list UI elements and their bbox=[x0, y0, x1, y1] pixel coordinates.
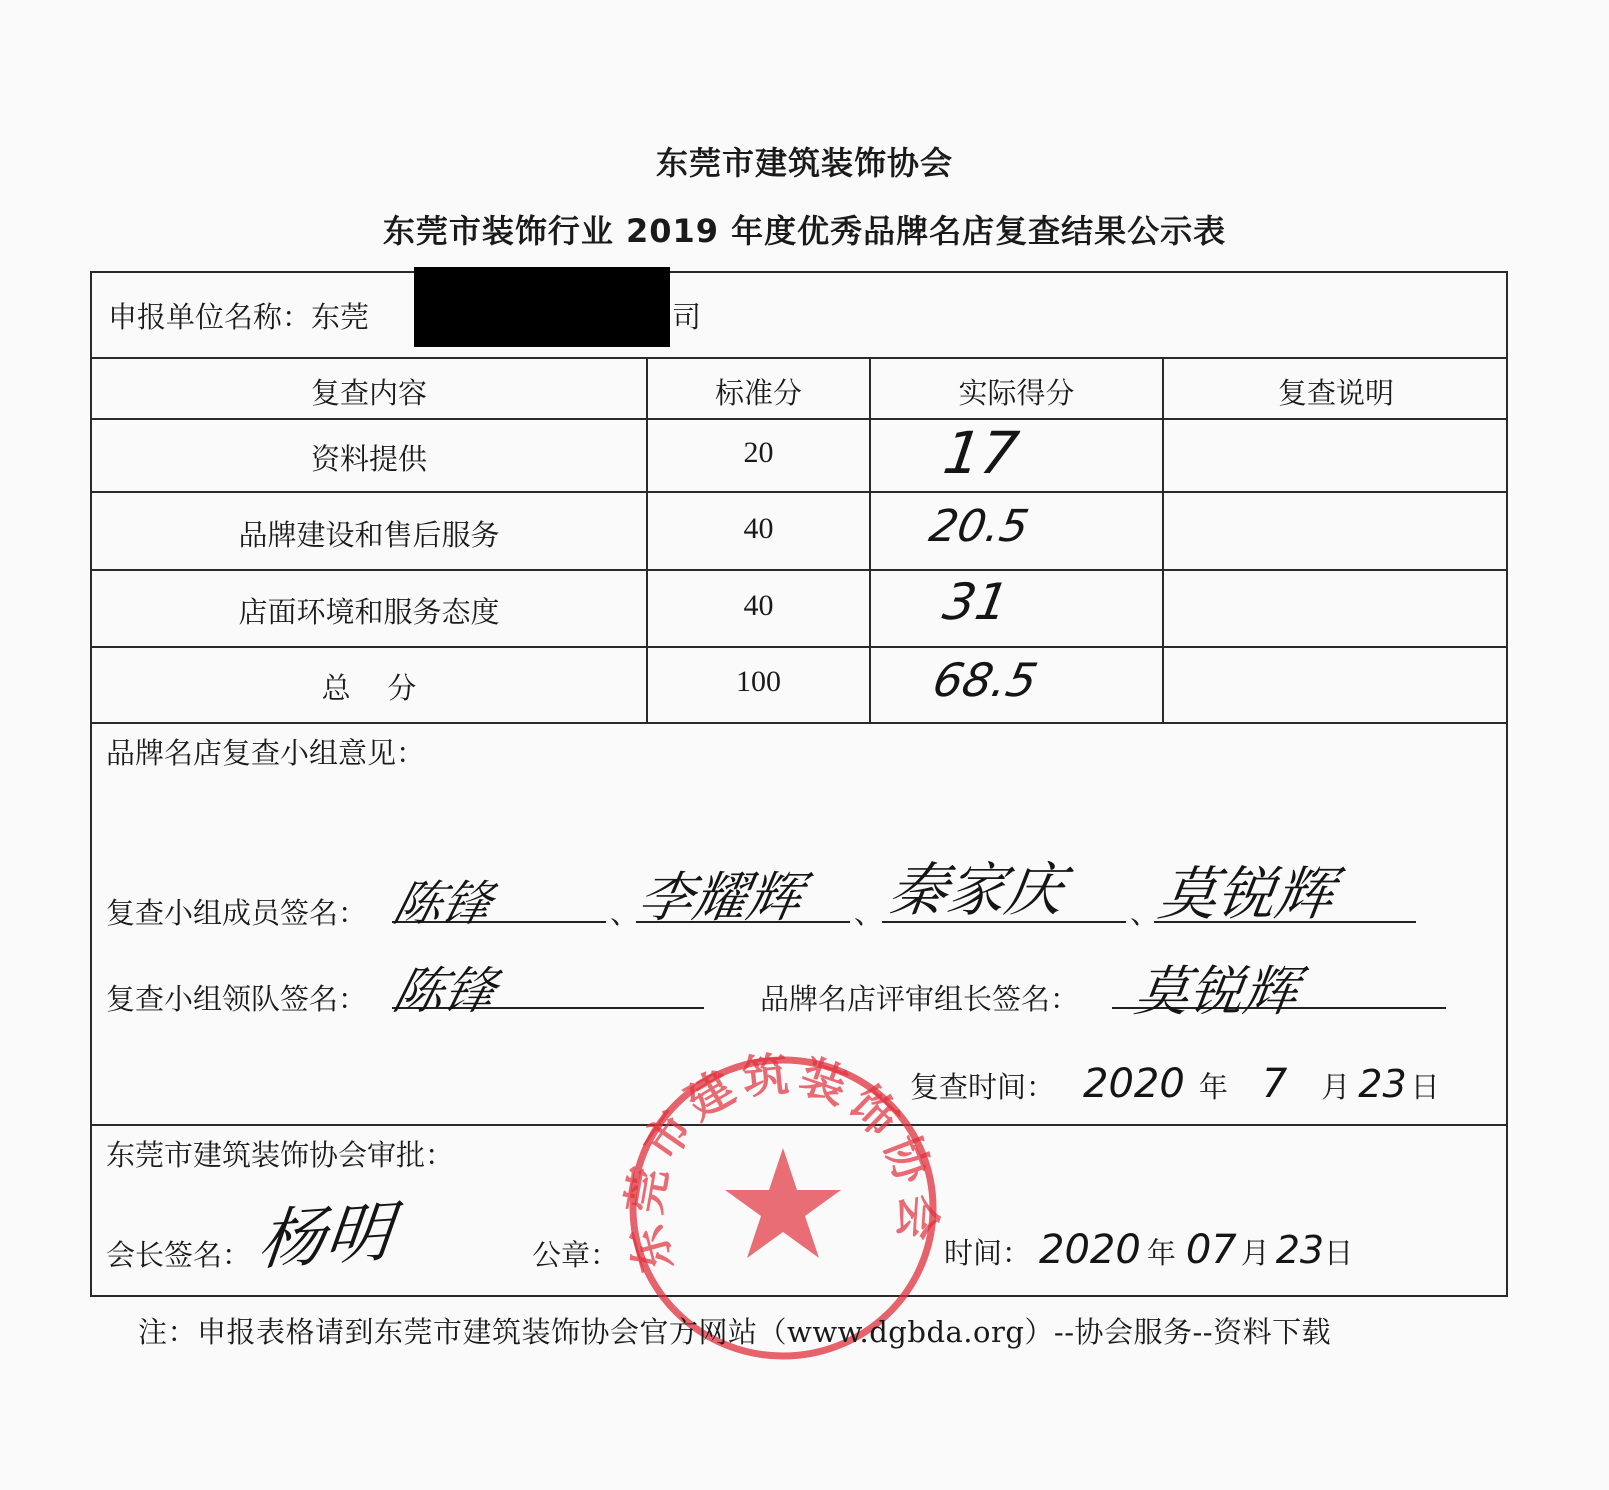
approval-day: 23 bbox=[1275, 1228, 1325, 1272]
opinion-label: 品牌名店复查小组意见： bbox=[106, 736, 426, 770]
members-label: 复查小组成员签名： bbox=[106, 896, 368, 930]
applicant-label: 申报单位名称： bbox=[108, 300, 312, 334]
approval-label: 东莞市建筑装饰协会审批： bbox=[106, 1138, 455, 1172]
table-row-actual: 20.5 bbox=[925, 501, 1033, 552]
table-row-standard: 40 bbox=[743, 512, 774, 545]
member-signature: 秦家庆 bbox=[884, 856, 1069, 924]
applicant-row bbox=[108, 295, 369, 336]
table-row-standard: 40 bbox=[743, 589, 774, 622]
approval-time bbox=[944, 1227, 1353, 1273]
approval-time-label: 时间： bbox=[944, 1236, 1032, 1270]
table-row-standard: 20 bbox=[743, 436, 774, 469]
member-signature: 李耀辉 bbox=[633, 866, 807, 929]
form-title: 东莞市装饰行业 2019 年度优秀品牌名店复查结果公示表 bbox=[382, 212, 1227, 250]
leader-label: 复查小组领队签名： bbox=[106, 982, 368, 1016]
header-note: 复查说明 bbox=[1277, 376, 1394, 410]
member-separator: 、 bbox=[1130, 896, 1160, 930]
header-actual: 实际得分 bbox=[958, 376, 1075, 410]
table-row-item: 店面环境和服务态度 bbox=[238, 595, 500, 629]
org-title: 东莞市建筑装饰协会 bbox=[655, 144, 953, 182]
seal-label: 公章： bbox=[532, 1238, 620, 1272]
review-year: 2020 bbox=[1083, 1061, 1185, 1107]
review-day: 23 bbox=[1358, 1062, 1407, 1106]
redaction-block bbox=[414, 267, 670, 347]
applicant-name-suffix: 司 bbox=[672, 300, 702, 334]
leader-signature: 陈锋 bbox=[387, 962, 503, 1020]
review-month: 7 bbox=[1261, 1061, 1288, 1107]
day-char: 日 bbox=[1324, 1236, 1354, 1270]
table-row-actual: 31 bbox=[938, 573, 1013, 631]
chief-label: 品牌名店评审组长签名： bbox=[760, 982, 1080, 1016]
member-signature: 莫锐辉 bbox=[1154, 860, 1339, 928]
day-char: 日 bbox=[1410, 1070, 1440, 1104]
member-separator: 、 bbox=[610, 896, 640, 930]
header-standard: 标准分 bbox=[714, 376, 802, 410]
table-row-actual: 17 bbox=[939, 419, 1023, 487]
table-row-actual: 68.5 bbox=[928, 653, 1043, 707]
member-signature: 陈锋 bbox=[387, 876, 498, 932]
chief-signature: 莫锐辉 bbox=[1131, 960, 1302, 1023]
approval-month: 07 bbox=[1185, 1227, 1237, 1273]
review-time-label: 复查时间： bbox=[910, 1070, 1056, 1104]
header-content: 复查内容 bbox=[310, 376, 427, 410]
president-label: 会长签名： bbox=[106, 1238, 252, 1272]
footer-note: 注：申报表格请到东莞市建筑装饰协会官方网站（www.dgbda.org）--协会服务--资料下载 bbox=[138, 1315, 1332, 1349]
approval-year: 2020 bbox=[1039, 1227, 1141, 1273]
year-char: 年 bbox=[1146, 1236, 1176, 1270]
month-char: 月 bbox=[1240, 1236, 1270, 1270]
year-char: 年 bbox=[1198, 1070, 1228, 1104]
review-time bbox=[910, 1061, 1440, 1107]
table-row-item: 品牌建设和售后服务 bbox=[238, 518, 500, 552]
member-separator: 、 bbox=[854, 896, 884, 930]
table-row-item: 资料提供 bbox=[310, 442, 427, 476]
applicant-name-prefix: 东莞 bbox=[311, 300, 370, 334]
table-row-standard: 100 bbox=[736, 665, 781, 698]
month-char: 月 bbox=[1321, 1070, 1351, 1104]
table-row-item: 总 分 bbox=[321, 671, 417, 705]
president-signature: 杨明 bbox=[254, 1193, 397, 1280]
svg-text:东莞市建筑装饰协会: 东莞市建筑装饰协会 bbox=[616, 1046, 946, 1279]
